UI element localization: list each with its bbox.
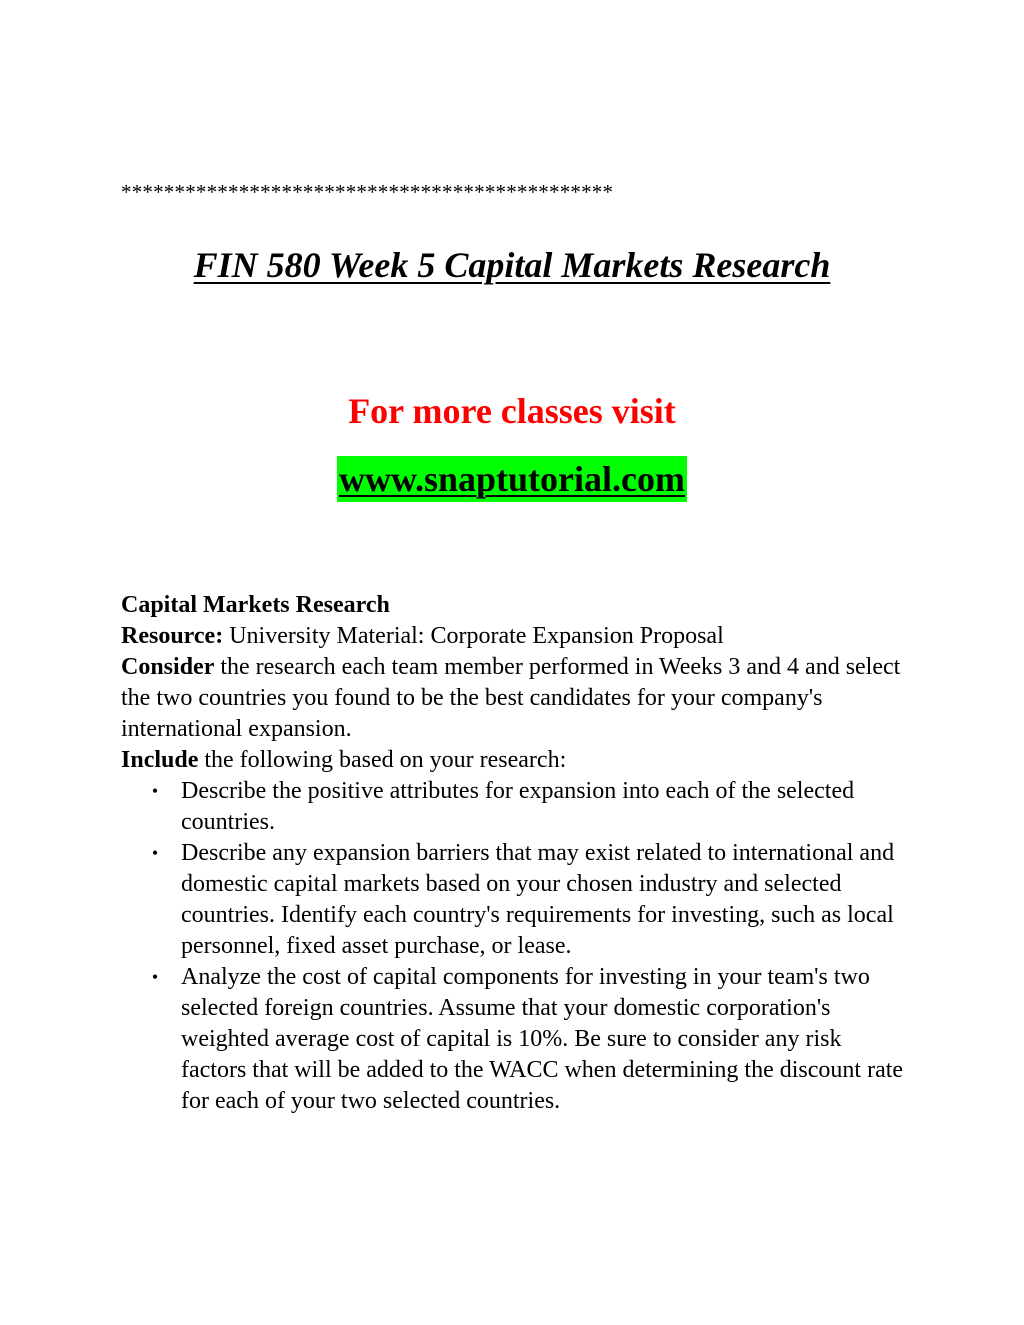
consider-text: the research each team member performed in Weeks 3 and 4 and select the two countries you found to be the best candidates for your company's international expansion.: [121, 654, 901, 742]
consider-paragraph: [121, 652, 911, 745]
snaptutorial-link[interactable]: www.snaptutorial.com: [337, 456, 687, 502]
list-item: [151, 962, 911, 1117]
section-heading: Capital Markets Research: [121, 592, 390, 618]
assignment-body: [121, 590, 911, 1117]
resource-text: University Material: Corporate Expansion Proposal: [223, 623, 724, 649]
separator-line: **********************************************: [121, 180, 614, 204]
resource-line: [121, 621, 911, 652]
consider-label: Consider: [121, 654, 215, 680]
promo-link-wrapper: [0, 456, 1024, 502]
bullet-icon: •: [151, 781, 159, 801]
bullet-icon: •: [151, 967, 159, 987]
list-item-text: Analyze the cost of capital components for investing in your team's two selected foreign countries. Assume that your domestic corporation's weighted average cost of capital is 10%. Be sure to consider any risk factors that will be added to the WACC when determining the discount rate for each of your two selected countries.: [181, 964, 904, 1114]
include-line: [121, 745, 911, 776]
include-text: the following based on your research:: [198, 747, 567, 773]
include-label: Include: [121, 747, 199, 773]
resource-label: Resource:: [121, 623, 224, 649]
list-item: [151, 776, 911, 838]
list-item: [151, 838, 911, 962]
bullet-icon: •: [151, 843, 159, 863]
requirements-list: [121, 776, 911, 1117]
list-item-text: Describe any expansion barriers that may exist related to international and domestic capital markets based on your chosen industry and selected countries. Identify each country's requirements for investing, such as local personnel, fixed asset purchase, or lease.: [181, 840, 895, 959]
list-item-text: Describe the positive attributes for expansion into each of the selected countries.: [181, 778, 855, 835]
promo-text: For more classes visit: [348, 391, 676, 431]
page-title: FIN 580 Week 5 Capital Markets Research: [193, 245, 831, 285]
